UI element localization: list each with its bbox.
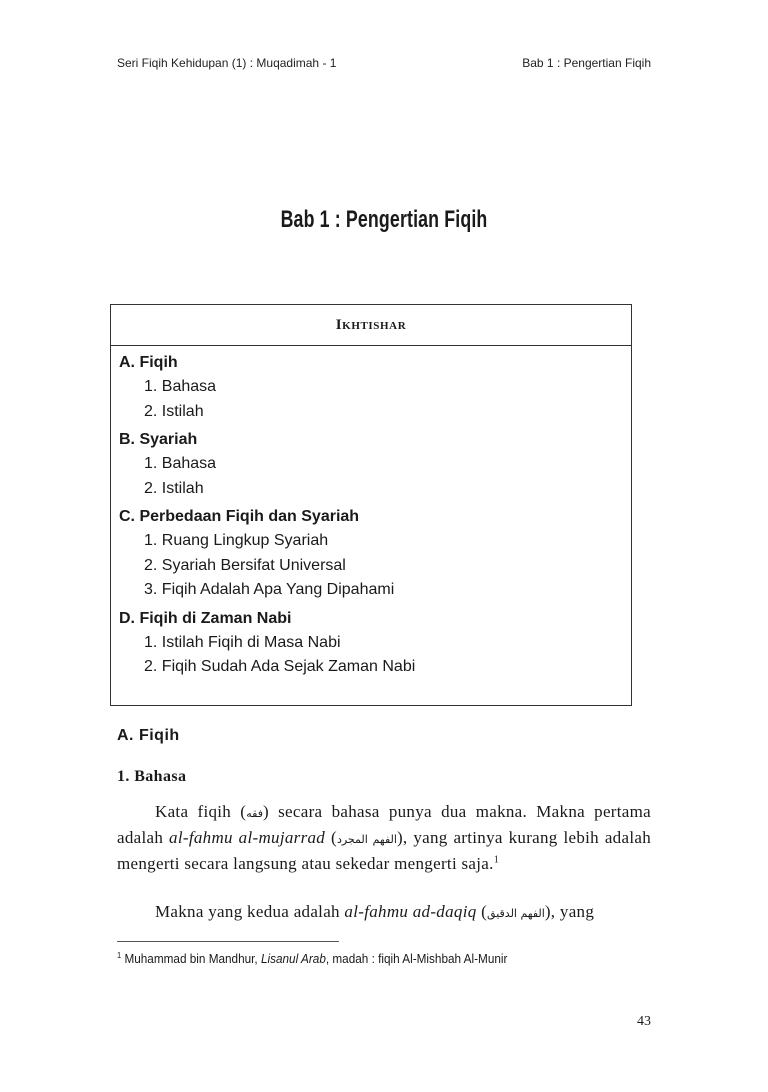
paragraph-1 [117,800,651,876]
toc-section-label: A. Fiqih [119,354,178,371]
toc-item: 2. Syariah Bersifat Universal [144,556,346,574]
text: ( [325,828,337,847]
toc-section-label: C. Perbedaan Fiqih dan Syariah [119,508,360,525]
summary-heading: Ikhtishar [111,305,631,346]
toc-section-label: B. Syariah [119,431,198,448]
running-header-right: Bab 1 : Pengertian Fiqih [522,56,651,70]
arabic-term: فقه [246,807,263,820]
toc-item: 1. Bahasa [144,455,217,472]
toc-item: 2. Istilah [144,402,204,420]
toc-item: 2. Fiqih Sudah Ada Sejak Zaman Nabi [144,658,416,675]
footnote-ref[interactable]: 1 [493,854,500,866]
chapter-title: Bab 1 : Pengertian Fiqih [280,206,488,233]
text: ), yang [544,902,595,921]
toc-item: 1. Istilah Fiqih di Masa Nabi [144,633,341,651]
text: ( [476,902,488,921]
text: Muhammad bin Mandhur, [121,952,261,966]
toc-section-label: D. Fiqih di Zaman Nabi [119,609,292,627]
toc-item: 1. Ruang Lingkup Syariah [144,532,329,549]
arabic-term: الفهم المجرد [336,833,397,846]
subsection-heading-bahasa: 1. Bahasa [117,768,187,785]
text: , madah : fiqih Al-Mishbah Al-Munir [325,952,508,966]
text: Kata fiqih ( [155,802,247,821]
toc-item: 1. Bahasa [144,378,217,395]
arabic-term: الفهم الدقيق [487,907,545,920]
toc-item: 2. Istilah [144,479,204,497]
text: ) secara bahasa punya dua makna. Makna pertama adalah [117,802,651,847]
footnote-number: 1 [117,950,122,960]
summary-box [110,304,632,706]
page-number: 43 [637,1014,651,1029]
running-header-left: Seri Fiqih Kehidupan (1) : Muqadimah - 1 [117,56,337,70]
footnote-divider [117,941,339,942]
text: Makna yang kedua adalah [155,902,345,921]
book-title: Lisanul Arab [260,952,326,966]
italic-term: al-fahmu al-mujarrad [169,828,326,847]
section-heading-a: A. Fiqih [117,727,180,744]
italic-term: al-fahmu ad-daqiq [344,902,477,921]
toc-item: 3. Fiqih Adalah Apa Yang Dipahami [144,581,395,598]
summary-list [119,350,415,680]
paragraph-2 [117,900,651,926]
text: ), yang artinya kurang lebih adalah mengerti secara langsung atau sekedar mengerti saja. [117,828,651,873]
footnote [117,952,507,966]
